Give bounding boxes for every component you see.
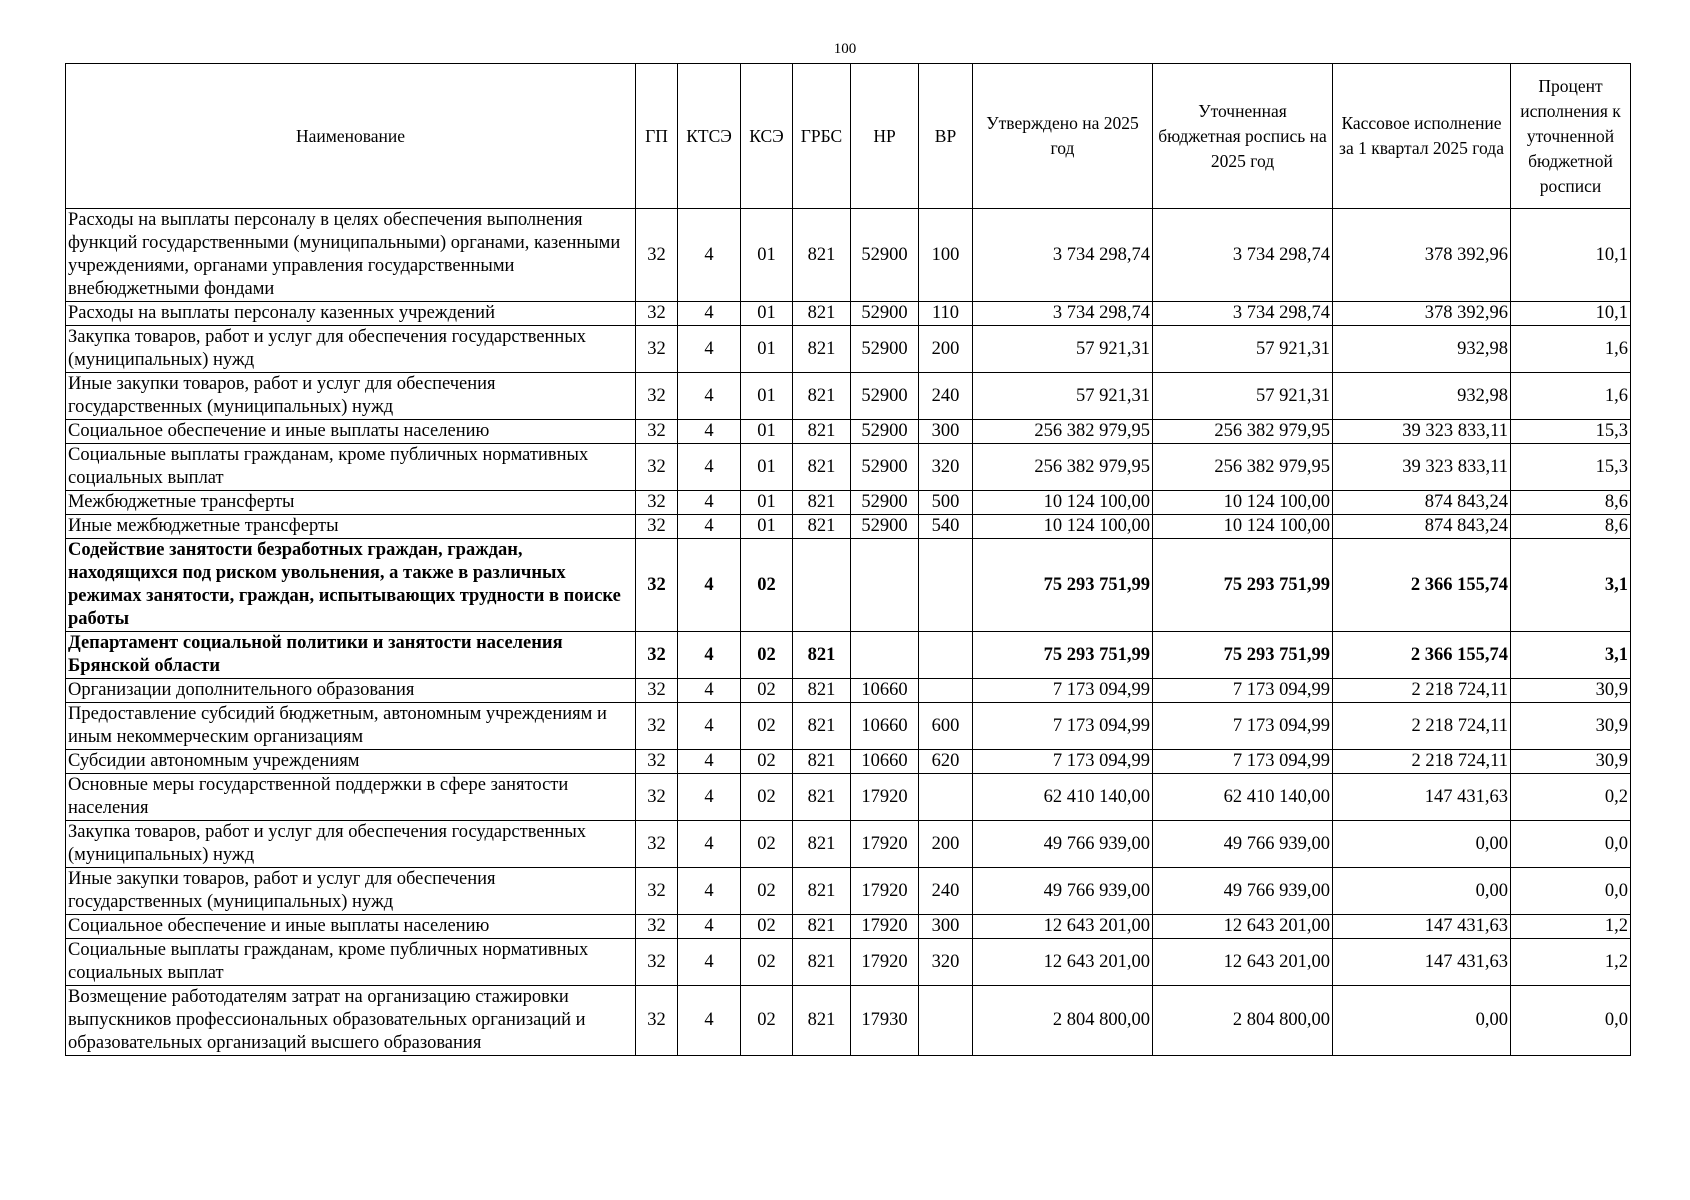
- header-grbs: ГРБС: [793, 64, 851, 209]
- cell-kse: 02: [741, 986, 793, 1056]
- header-name: Наименование: [66, 64, 636, 209]
- cell-name: Социальные выплаты гражданам, кроме публичных нормативных социальных выплат: [66, 939, 636, 986]
- table-row: [66, 868, 1631, 915]
- cell-vr: 200: [919, 326, 973, 373]
- cell-cash: 147 431,63: [1333, 915, 1511, 939]
- header-np: НР: [851, 64, 919, 209]
- cell-kse: 02: [741, 821, 793, 868]
- cell-approved: 2 804 800,00: [973, 986, 1153, 1056]
- cell-percent: 3,1: [1511, 632, 1631, 679]
- table-row: [66, 774, 1631, 821]
- cell-revised: 2 804 800,00: [1153, 986, 1333, 1056]
- cell-kse: 02: [741, 679, 793, 703]
- cell-approved: 7 173 094,99: [973, 750, 1153, 774]
- cell-gp: 32: [636, 774, 678, 821]
- cell-np: [851, 632, 919, 679]
- table-row: [66, 703, 1631, 750]
- cell-grbs: 821: [793, 420, 851, 444]
- cell-kse: 01: [741, 491, 793, 515]
- header-kse: КСЭ: [741, 64, 793, 209]
- cell-gp: 32: [636, 491, 678, 515]
- cell-approved: 7 173 094,99: [973, 703, 1153, 750]
- cell-revised: 12 643 201,00: [1153, 915, 1333, 939]
- cell-kse: 02: [741, 750, 793, 774]
- cell-kse: 02: [741, 632, 793, 679]
- cell-cash: 932,98: [1333, 326, 1511, 373]
- cell-name: Субсидии автономным учреждениям: [66, 750, 636, 774]
- cell-grbs: 821: [793, 515, 851, 539]
- cell-np: 17920: [851, 774, 919, 821]
- table-row: [66, 821, 1631, 868]
- table-row: [66, 491, 1631, 515]
- cell-approved: 256 382 979,95: [973, 444, 1153, 491]
- cell-np: 52900: [851, 302, 919, 326]
- cell-ktse: 4: [678, 515, 741, 539]
- cell-gp: 32: [636, 986, 678, 1056]
- cell-vr: [919, 986, 973, 1056]
- cell-kse: 01: [741, 515, 793, 539]
- cell-revised: 57 921,31: [1153, 326, 1333, 373]
- cell-kse: 01: [741, 209, 793, 302]
- header-cash: Кассовое исполнение за 1 квартал 2025 года: [1333, 64, 1511, 209]
- cell-percent: 30,9: [1511, 750, 1631, 774]
- cell-name: Основные меры государственной поддержки в сфере занятости населения: [66, 774, 636, 821]
- cell-vr: 110: [919, 302, 973, 326]
- cell-grbs: 821: [793, 373, 851, 420]
- table-row: [66, 750, 1631, 774]
- cell-percent: 30,9: [1511, 703, 1631, 750]
- cell-cash: 39 323 833,11: [1333, 444, 1511, 491]
- cell-vr: 320: [919, 939, 973, 986]
- cell-approved: 256 382 979,95: [973, 420, 1153, 444]
- cell-percent: 0,0: [1511, 821, 1631, 868]
- cell-np: 17930: [851, 986, 919, 1056]
- cell-grbs: 821: [793, 703, 851, 750]
- cell-approved: 3 734 298,74: [973, 209, 1153, 302]
- table-row: [66, 326, 1631, 373]
- cell-kse: 02: [741, 915, 793, 939]
- cell-grbs: 821: [793, 491, 851, 515]
- cell-np: 17920: [851, 868, 919, 915]
- table-row: [66, 632, 1631, 679]
- cell-name: Расходы на выплаты персоналу казенных учреждений: [66, 302, 636, 326]
- cell-gp: 32: [636, 515, 678, 539]
- cell-name: Закупка товаров, работ и услуг для обеспечения государственных (муниципальных) нужд: [66, 326, 636, 373]
- cell-percent: 10,1: [1511, 302, 1631, 326]
- cell-cash: 0,00: [1333, 821, 1511, 868]
- cell-gp: 32: [636, 703, 678, 750]
- header-row: [66, 64, 1631, 209]
- cell-ktse: 4: [678, 539, 741, 632]
- cell-name: Иные межбюджетные трансферты: [66, 515, 636, 539]
- cell-name: Организации дополнительного образования: [66, 679, 636, 703]
- cell-percent: 15,3: [1511, 444, 1631, 491]
- cell-revised: 10 124 100,00: [1153, 515, 1333, 539]
- cell-cash: 2 366 155,74: [1333, 539, 1511, 632]
- cell-name: Расходы на выплаты персоналу в целях обеспечения выполнения функций государственными (муниципальными) органами, казенными учреждениями, органами управления государственными внебюджетными фондами: [66, 209, 636, 302]
- cell-vr: 300: [919, 420, 973, 444]
- cell-revised: 49 766 939,00: [1153, 821, 1333, 868]
- cell-revised: 75 293 751,99: [1153, 539, 1333, 632]
- cell-revised: 75 293 751,99: [1153, 632, 1333, 679]
- cell-ktse: 4: [678, 939, 741, 986]
- cell-name: Департамент социальной политики и занятости населения Брянской области: [66, 632, 636, 679]
- cell-ktse: 4: [678, 868, 741, 915]
- cell-gp: 32: [636, 302, 678, 326]
- cell-percent: 0,0: [1511, 868, 1631, 915]
- cell-cash: 39 323 833,11: [1333, 420, 1511, 444]
- budget-table: [65, 63, 1631, 1056]
- cell-kse: 02: [741, 939, 793, 986]
- cell-ktse: 4: [678, 632, 741, 679]
- cell-revised: 49 766 939,00: [1153, 868, 1333, 915]
- cell-percent: 8,6: [1511, 491, 1631, 515]
- cell-grbs: 821: [793, 209, 851, 302]
- cell-kse: 01: [741, 373, 793, 420]
- cell-name: Социальные выплаты гражданам, кроме публичных нормативных социальных выплат: [66, 444, 636, 491]
- cell-cash: 2 218 724,11: [1333, 750, 1511, 774]
- cell-cash: 2 218 724,11: [1333, 703, 1511, 750]
- cell-percent: 8,6: [1511, 515, 1631, 539]
- cell-percent: 30,9: [1511, 679, 1631, 703]
- cell-name: Закупка товаров, работ и услуг для обеспечения государственных (муниципальных) нужд: [66, 821, 636, 868]
- cell-gp: 32: [636, 679, 678, 703]
- cell-cash: 2 366 155,74: [1333, 632, 1511, 679]
- cell-vr: 320: [919, 444, 973, 491]
- cell-approved: 10 124 100,00: [973, 491, 1153, 515]
- cell-cash: 0,00: [1333, 986, 1511, 1056]
- cell-approved: 12 643 201,00: [973, 915, 1153, 939]
- cell-np: 52900: [851, 209, 919, 302]
- header-vr: ВР: [919, 64, 973, 209]
- table-row: [66, 302, 1631, 326]
- cell-vr: [919, 539, 973, 632]
- cell-kse: 02: [741, 774, 793, 821]
- page-number: 100: [833, 41, 857, 57]
- cell-name: Предоставление субсидий бюджетным, автономным учреждениям и иным некоммерческим организациям: [66, 703, 636, 750]
- cell-gp: 32: [636, 868, 678, 915]
- cell-cash: 874 843,24: [1333, 491, 1511, 515]
- cell-grbs: 821: [793, 821, 851, 868]
- cell-vr: 620: [919, 750, 973, 774]
- cell-grbs: 821: [793, 326, 851, 373]
- cell-ktse: 4: [678, 444, 741, 491]
- cell-ktse: 4: [678, 750, 741, 774]
- cell-ktse: 4: [678, 209, 741, 302]
- cell-approved: 62 410 140,00: [973, 774, 1153, 821]
- cell-np: 52900: [851, 420, 919, 444]
- cell-name: Иные закупки товаров, работ и услуг для обеспечения государственных (муниципальных) нужд: [66, 868, 636, 915]
- cell-revised: 256 382 979,95: [1153, 420, 1333, 444]
- cell-grbs: 821: [793, 302, 851, 326]
- table-row: [66, 915, 1631, 939]
- cell-vr: [919, 632, 973, 679]
- cell-approved: 57 921,31: [973, 373, 1153, 420]
- cell-revised: 7 173 094,99: [1153, 750, 1333, 774]
- cell-cash: 147 431,63: [1333, 774, 1511, 821]
- header-revised: Уточненная бюджетная роспись на 2025 год: [1153, 64, 1333, 209]
- cell-grbs: 821: [793, 444, 851, 491]
- cell-percent: 3,1: [1511, 539, 1631, 632]
- table-row: [66, 444, 1631, 491]
- cell-vr: 540: [919, 515, 973, 539]
- header-ktse: КТСЭ: [678, 64, 741, 209]
- cell-grbs: [793, 539, 851, 632]
- cell-gp: 32: [636, 420, 678, 444]
- cell-name: Социальное обеспечение и иные выплаты населению: [66, 915, 636, 939]
- cell-kse: 02: [741, 868, 793, 915]
- cell-vr: 240: [919, 373, 973, 420]
- cell-gp: 32: [636, 750, 678, 774]
- cell-ktse: 4: [678, 302, 741, 326]
- cell-revised: 256 382 979,95: [1153, 444, 1333, 491]
- cell-gp: 32: [636, 444, 678, 491]
- table-row: [66, 986, 1631, 1056]
- cell-kse: 02: [741, 703, 793, 750]
- cell-gp: 32: [636, 939, 678, 986]
- cell-revised: 57 921,31: [1153, 373, 1333, 420]
- cell-np: 10660: [851, 679, 919, 703]
- cell-vr: [919, 679, 973, 703]
- cell-ktse: 4: [678, 326, 741, 373]
- cell-kse: 01: [741, 444, 793, 491]
- cell-revised: 62 410 140,00: [1153, 774, 1333, 821]
- cell-name: Иные закупки товаров, работ и услуг для обеспечения государственных (муниципальных) нужд: [66, 373, 636, 420]
- table-row: [66, 539, 1631, 632]
- cell-revised: 3 734 298,74: [1153, 302, 1333, 326]
- cell-name: Содействие занятости безработных граждан, граждан, находящихся под риском увольнения, а также в различных режимах занятости, граждан, испытывающих трудности в поиске работы: [66, 539, 636, 632]
- cell-ktse: 4: [678, 821, 741, 868]
- cell-approved: 12 643 201,00: [973, 939, 1153, 986]
- cell-cash: 932,98: [1333, 373, 1511, 420]
- cell-np: 52900: [851, 444, 919, 491]
- cell-gp: 32: [636, 632, 678, 679]
- cell-approved: 49 766 939,00: [973, 821, 1153, 868]
- cell-percent: 1,6: [1511, 373, 1631, 420]
- cell-vr: 100: [919, 209, 973, 302]
- cell-approved: 7 173 094,99: [973, 679, 1153, 703]
- cell-vr: 600: [919, 703, 973, 750]
- cell-approved: 3 734 298,74: [973, 302, 1153, 326]
- cell-vr: 200: [919, 821, 973, 868]
- cell-ktse: 4: [678, 703, 741, 750]
- cell-ktse: 4: [678, 420, 741, 444]
- cell-gp: 32: [636, 209, 678, 302]
- cell-gp: 32: [636, 373, 678, 420]
- cell-np: 17920: [851, 915, 919, 939]
- cell-vr: 300: [919, 915, 973, 939]
- cell-np: 52900: [851, 515, 919, 539]
- cell-np: 17920: [851, 939, 919, 986]
- cell-revised: 10 124 100,00: [1153, 491, 1333, 515]
- cell-approved: 75 293 751,99: [973, 539, 1153, 632]
- cell-cash: 147 431,63: [1333, 939, 1511, 986]
- cell-ktse: 4: [678, 986, 741, 1056]
- header-gp: ГП: [636, 64, 678, 209]
- header-approved: Утверждено на 2025 год: [973, 64, 1153, 209]
- table-row: [66, 420, 1631, 444]
- cell-approved: 75 293 751,99: [973, 632, 1153, 679]
- cell-percent: 1,2: [1511, 915, 1631, 939]
- table-row: [66, 679, 1631, 703]
- cell-approved: 49 766 939,00: [973, 868, 1153, 915]
- cell-approved: 57 921,31: [973, 326, 1153, 373]
- cell-grbs: 821: [793, 915, 851, 939]
- cell-ktse: 4: [678, 491, 741, 515]
- cell-approved: 10 124 100,00: [973, 515, 1153, 539]
- table-row: [66, 209, 1631, 302]
- cell-kse: 01: [741, 420, 793, 444]
- cell-np: 52900: [851, 326, 919, 373]
- cell-vr: 240: [919, 868, 973, 915]
- cell-grbs: 821: [793, 939, 851, 986]
- cell-percent: 1,2: [1511, 939, 1631, 986]
- cell-percent: 10,1: [1511, 209, 1631, 302]
- cell-gp: 32: [636, 915, 678, 939]
- cell-ktse: 4: [678, 679, 741, 703]
- cell-cash: 2 218 724,11: [1333, 679, 1511, 703]
- cell-percent: 15,3: [1511, 420, 1631, 444]
- cell-name: Межбюджетные трансферты: [66, 491, 636, 515]
- cell-name: Социальное обеспечение и иные выплаты населению: [66, 420, 636, 444]
- cell-cash: 0,00: [1333, 868, 1511, 915]
- cell-revised: 3 734 298,74: [1153, 209, 1333, 302]
- cell-vr: [919, 774, 973, 821]
- cell-percent: 0,2: [1511, 774, 1631, 821]
- cell-ktse: 4: [678, 373, 741, 420]
- cell-gp: 32: [636, 821, 678, 868]
- cell-percent: 0,0: [1511, 986, 1631, 1056]
- cell-cash: 874 843,24: [1333, 515, 1511, 539]
- cell-grbs: 821: [793, 750, 851, 774]
- cell-gp: 32: [636, 539, 678, 632]
- cell-revised: 7 173 094,99: [1153, 703, 1333, 750]
- cell-ktse: 4: [678, 774, 741, 821]
- cell-np: 10660: [851, 703, 919, 750]
- cell-revised: 12 643 201,00: [1153, 939, 1333, 986]
- cell-grbs: 821: [793, 868, 851, 915]
- cell-kse: 02: [741, 539, 793, 632]
- table-row: [66, 373, 1631, 420]
- cell-np: 52900: [851, 491, 919, 515]
- cell-kse: 01: [741, 326, 793, 373]
- cell-np: 10660: [851, 750, 919, 774]
- header-percent: Процент исполнения к уточненной бюджетной росписи: [1511, 64, 1631, 209]
- cell-cash: 378 392,96: [1333, 209, 1511, 302]
- cell-gp: 32: [636, 326, 678, 373]
- cell-kse: 01: [741, 302, 793, 326]
- table-row: [66, 939, 1631, 986]
- cell-np: [851, 539, 919, 632]
- cell-np: 17920: [851, 821, 919, 868]
- cell-vr: 500: [919, 491, 973, 515]
- cell-revised: 7 173 094,99: [1153, 679, 1333, 703]
- cell-percent: 1,6: [1511, 326, 1631, 373]
- cell-name: Возмещение работодателям затрат на организацию стажировки выпускников профессиональных образовательных организаций и образовательных организаций высшего образования: [66, 986, 636, 1056]
- cell-grbs: 821: [793, 986, 851, 1056]
- cell-cash: 378 392,96: [1333, 302, 1511, 326]
- cell-grbs: 821: [793, 774, 851, 821]
- table-row: [66, 515, 1631, 539]
- cell-grbs: 821: [793, 679, 851, 703]
- cell-ktse: 4: [678, 915, 741, 939]
- cell-grbs: 821: [793, 632, 851, 679]
- cell-np: 52900: [851, 373, 919, 420]
